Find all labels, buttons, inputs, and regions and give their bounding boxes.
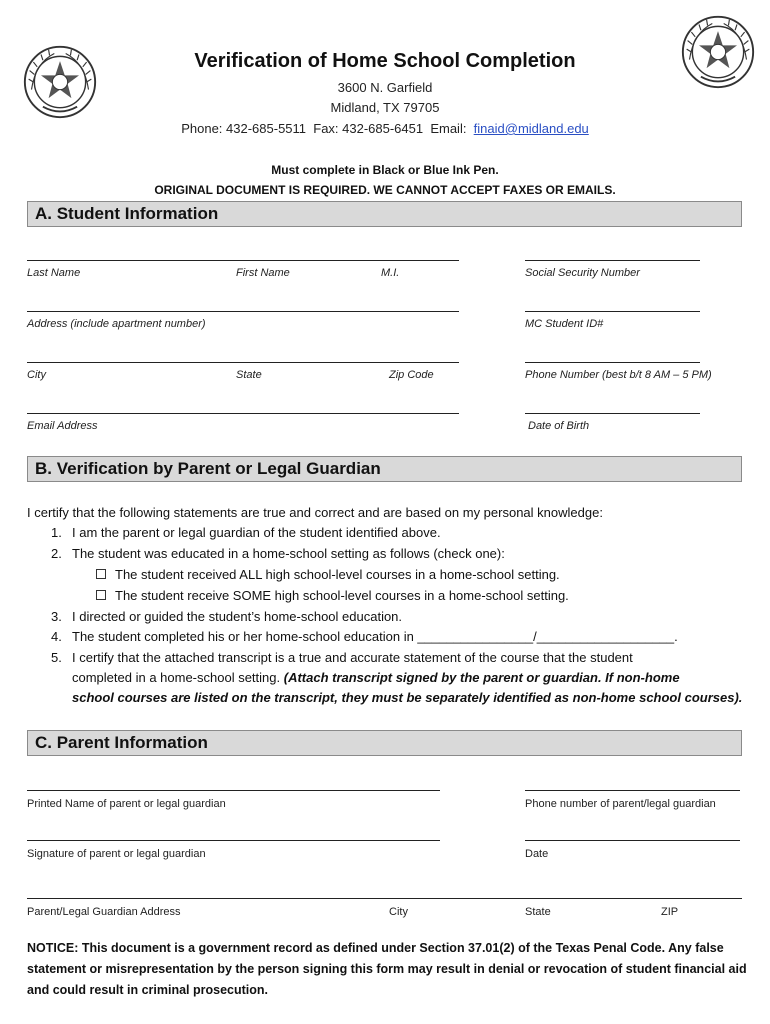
section-c-header <box>27 730 742 756</box>
last-name-label: Last Name <box>27 267 81 279</box>
item-text: The student was educated in a home-school setting as follows (check one): <box>72 546 505 561</box>
date-label: Date <box>525 848 549 860</box>
parent-zip-label: ZIP <box>661 906 679 918</box>
address-field[interactable] <box>27 311 459 312</box>
contact-line <box>0 121 770 136</box>
option-label: The student received ALL high school-level courses in a home-school setting. <box>115 567 560 582</box>
item-text: I certify that the attached transcript is a true and accurate statement of the course that the student <box>72 650 633 665</box>
date-field[interactable] <box>525 840 740 841</box>
email-label: Email Address <box>27 420 98 432</box>
phone-field[interactable] <box>525 362 700 363</box>
state-label: State <box>236 369 262 381</box>
dob-label: Date of Birth <box>528 420 590 432</box>
item-text: I am the parent or legal guardian of the student identified above. <box>72 525 441 540</box>
address-line-2: Midland, TX 79705 <box>330 100 440 115</box>
address-label: Address (include apartment number) <box>27 318 206 330</box>
item-5-line-2 <box>72 670 680 685</box>
original-document-instruction: ORIGINAL DOCUMENT IS REQUIRED. WE CANNOT ACCEPT FAXES OR EMAILS. <box>154 183 616 197</box>
item-number: 4. <box>51 629 62 644</box>
phone-label: Phone Number (best b/t 8 AM – 5 PM) <box>525 369 712 381</box>
parent-state-label: State <box>525 906 551 918</box>
item-5-line-3: school courses are listed on the transcript, they must be separately identified as non-home school courses). <box>72 690 743 705</box>
mi-label: M.I. <box>381 267 400 279</box>
section-a-heading: A. Student Information <box>35 204 219 223</box>
ssn-field[interactable] <box>525 260 700 261</box>
option-all-courses <box>96 567 560 582</box>
city-label: City <box>27 369 46 381</box>
item-number: 2. <box>51 546 62 561</box>
email-field[interactable] <box>27 413 459 414</box>
zip-label: Zip Code <box>389 369 434 381</box>
section-a-header <box>27 201 742 227</box>
page-title: Verification of Home School Completion <box>194 50 576 72</box>
parent-city-label: City <box>389 906 408 918</box>
address-line-1: 3600 N. Garfield <box>337 80 433 95</box>
parent-address-label: Parent/Legal Guardian Address <box>27 906 181 918</box>
ssn-label: Social Security Number <box>525 267 640 279</box>
contact-text: Phone: 432-685-5511 Fax: 432-685-6451 Email: <box>181 121 474 136</box>
name-field[interactable] <box>27 260 459 261</box>
all-courses-checkbox[interactable] <box>96 569 106 579</box>
student-id-label: MC Student ID# <box>525 318 604 330</box>
item-number: 1. <box>51 525 62 540</box>
signature-field[interactable] <box>27 840 440 841</box>
item-text: I directed or guided the student’s home-school education. <box>72 609 403 624</box>
parent-phone-label: Phone number of parent/legal guardian <box>525 798 716 810</box>
printed-name-label: Printed Name of parent or legal guardian <box>27 798 226 810</box>
student-id-field[interactable] <box>525 311 700 312</box>
city-state-zip-field[interactable] <box>27 362 459 363</box>
printed-name-field[interactable] <box>27 790 440 791</box>
signature-label: Signature of parent or legal guardian <box>27 848 206 860</box>
section-b-header <box>27 456 742 482</box>
option-some-courses <box>96 588 569 603</box>
item-5-plain: completed in a home-school setting. <box>72 670 284 685</box>
ink-instruction: Must complete in Black or Blue Ink Pen. <box>271 163 499 177</box>
some-courses-checkbox[interactable] <box>96 590 106 600</box>
legal-notice: NOTICE: This document is a government record as defined under Section 37.01(2) of the Texas Penal Code. Any false statement or misrepresentation by the person signing this form may result in denial or revocation of student financial aid and could result in criminal prosecution. <box>27 941 747 997</box>
parent-phone-field[interactable] <box>525 790 740 791</box>
parent-address-field[interactable] <box>27 898 742 899</box>
section-b-heading: B. Verification by Parent or Legal Guardian <box>35 459 381 478</box>
certify-intro: I certify that the following statements are true and correct and are based on my personal knowledge: <box>27 505 603 520</box>
dob-field[interactable] <box>525 413 700 414</box>
email-link[interactable]: finaid@midland.edu <box>473 121 589 136</box>
section-c-heading: C. Parent Information <box>35 733 208 752</box>
item-5-bold: (Attach transcript signed by the parent or guardian. If non-home <box>283 670 680 685</box>
first-name-label: First Name <box>236 267 290 279</box>
option-label: The student receive SOME high school-level courses in a home-school setting. <box>115 588 569 603</box>
item-number: 3. <box>51 609 62 624</box>
completion-date-item[interactable]: The student completed his or her home-school education in ________________/___________________. <box>72 629 678 644</box>
item-number: 5. <box>51 650 62 665</box>
